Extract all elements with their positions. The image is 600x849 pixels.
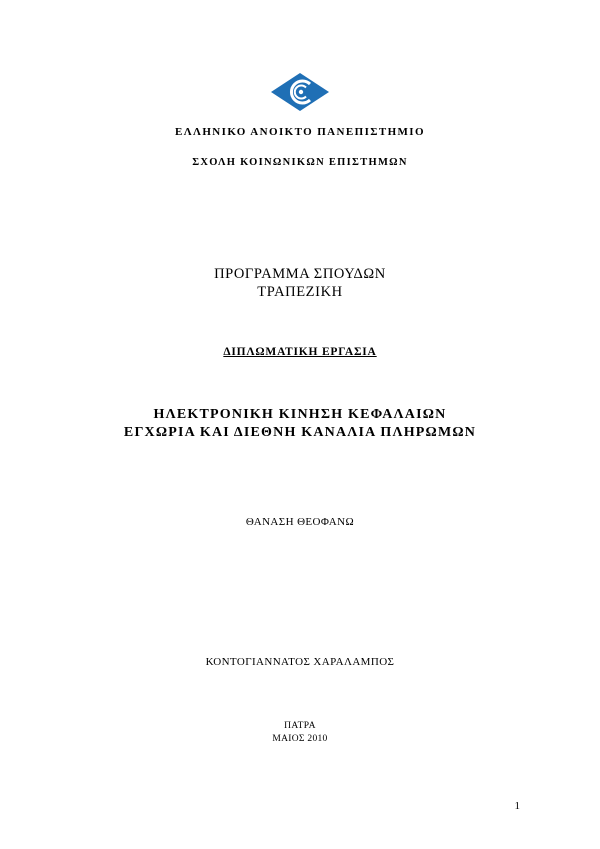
university-logo-icon [270,72,330,112]
date: ΜΑΙΟΣ 2010 [272,734,328,744]
school-name: ΣΧΟΛΗ ΚΟΙΝΩΝΙΚΩΝ ΕΠΙΣΤΗΜΩΝ [192,157,408,168]
document-type: ΔΙΠΛΩΜΑΤΙΚΗ ΕΡΓΑΣΙΑ [223,346,377,358]
university-name: ΕΛΛΗΝΙΚΟ ΑΝΟΙΚΤΟ ΠΑΝΕΠΙΣΤΗΜΙΟ [175,126,425,138]
thesis-title-line-1: ΗΛΕΚΤΡΟΝΙΚΗ ΚΙΝΗΣΗ ΚΕΦΑΛΑΙΩΝ [153,407,447,422]
place: ΠΑΤΡΑ [284,721,316,731]
thesis-title-line-2: ΕΓΧΩΡΙΑ ΚΑΙ ΔΙΕΘΝΗ ΚΑΝΑΛΙΑ ΠΛΗΡΩΜΩΝ [123,425,477,440]
program-name: ΤΡΑΠΕΖΙΚΗ [257,284,343,300]
supervisor-name: ΚΟΝΤΟΓΙΑΝΝΑΤΟΣ ΧΑΡΑΛΑΜΠΟΣ [205,656,395,668]
author-name: ΘΑΝΑΣΗ ΘΕΟΦΑΝΩ [245,516,355,528]
program-label: ΠΡΟΓΡΑΜΜΑ ΣΠΟΥΔΩΝ [214,266,386,282]
page-number: 1 [514,800,520,812]
